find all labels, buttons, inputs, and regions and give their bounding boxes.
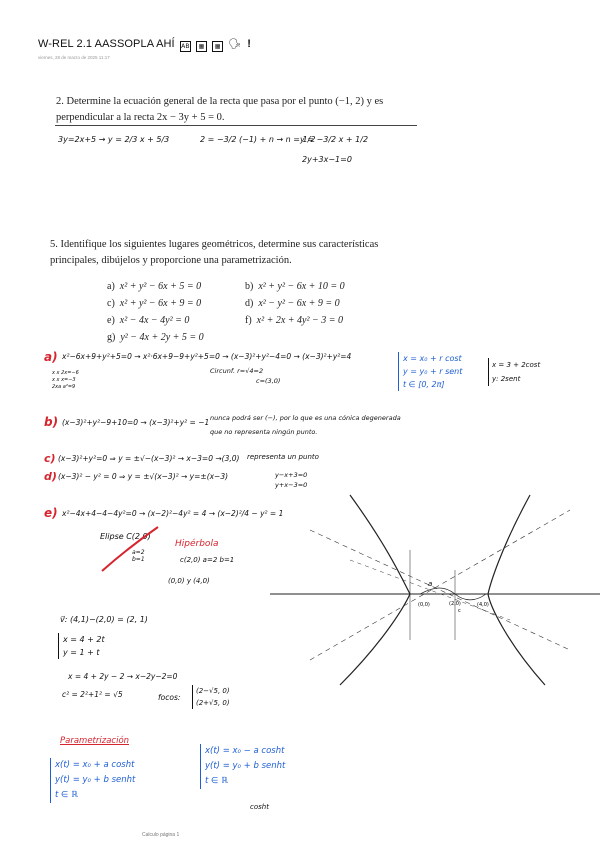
note-e-hip-data-1: c(2,0) a=2 b=1: [180, 556, 235, 564]
note-e-hip-data-2: (0,0) y (4,0): [168, 577, 210, 585]
note-line: y−x+3=0: [275, 471, 308, 479]
page-title: [38, 38, 251, 52]
ab-icon: AB: [181, 43, 190, 50]
item-label: d): [245, 298, 254, 309]
problem-2-work-1: 3y=2x+5 → y = 2/3 x + 5/3: [58, 135, 170, 144]
note-b-main: (x−3)²+y²−9+10=0 → (x−3)²+y² = −1: [62, 418, 210, 427]
page-date: viernes, 28 de marzo de 2025 11:17: [38, 55, 110, 60]
note-line: (2+√5, 0): [196, 699, 230, 707]
note-line: x = 4 + 2t: [63, 635, 105, 644]
param-left: [50, 758, 135, 803]
label-c: c: [458, 608, 461, 614]
item-label: e): [107, 315, 115, 326]
label-b: b): [44, 415, 59, 429]
note-line: x(t) = x₀ − a cosht: [205, 746, 285, 756]
note-line: x(t) = x₀ + a cosht: [55, 760, 135, 770]
note-e-focos-label: focos:: [158, 693, 181, 702]
table-icon: ▦: [196, 41, 207, 52]
note-a-main: x²−6x+9+y²+5=0 → x²·6x+9−9+y²+5=0 → (x−3)²+y²−4=0 → (x−3)²+y²=4: [62, 352, 352, 361]
note-line: t ∈ ℝ: [55, 790, 78, 800]
asymptote: [310, 510, 570, 660]
item-equation: x² + y² − 6x + 5 = 0: [119, 281, 202, 292]
problem-2-work-4: 2y+3x−1=0: [302, 155, 352, 164]
label-a-axis: a: [428, 580, 433, 588]
problem-2-work-3: y = −3/2 x + 1/2: [300, 135, 369, 144]
note-line: x x 2x=−6: [52, 370, 79, 376]
note-line: nunca podrá ser (−), por lo que es una cónica degenerada: [210, 414, 401, 422]
page-footer: Calculo página 1: [142, 832, 180, 838]
item-f: [245, 315, 343, 326]
note-line: t ∈ ℝ: [205, 776, 228, 786]
problem-5-text: 5. Identifique los siguientes lugares geométricos, determine sus características principales, dibújelos y proporcione una parametrización.: [50, 239, 379, 266]
note-line: b=1: [132, 556, 145, 563]
note-line: x = 3 + 2cost: [492, 361, 541, 369]
note-e-focos: [192, 685, 230, 709]
label-center: (2,0): [449, 601, 461, 607]
problem-2-work-2: 2 = −3/2 (−1) + n → n = 1/2: [200, 135, 316, 144]
item-label: a): [107, 281, 115, 292]
item-equation: x² − 4x − 4y² = 0: [119, 315, 190, 326]
note-e-hiperbola: Hipérbola: [175, 539, 219, 549]
note-line: x = x₀ + r cost: [403, 354, 462, 363]
note-c-text: representa un punto: [247, 453, 319, 461]
item-d: [245, 298, 340, 309]
exclamation-icon: !: [247, 38, 252, 50]
label-c: c): [44, 452, 56, 465]
note-e-line: [58, 633, 105, 659]
param-title: Parametrización: [60, 736, 130, 746]
note-line: que no representa ningún punto.: [210, 428, 318, 436]
note-e-vector: v⃗: (4,1)−(2,0) = (2, 1): [60, 615, 148, 624]
item-a: [107, 281, 201, 292]
note-line: y(t) = y₀ + b senht: [205, 761, 286, 771]
note-line: y+x−3=0: [275, 481, 308, 489]
item-c: [107, 298, 201, 309]
note-line: t ∈ [0, 2π]: [403, 380, 445, 389]
note-line: y(t) = y₀ + b senht: [55, 775, 136, 785]
divider: [55, 125, 417, 126]
note-d-lines: [275, 470, 307, 490]
label-e: e): [44, 506, 58, 520]
note-a-circ-1: Circunf. r=√4=2: [210, 367, 264, 375]
note-c-main: (x−3)²+y²=0 ⇒ y = ±√−(x−3)² → x−3=0 →(3,0): [58, 454, 240, 463]
problem-2-text: 2. Determine la ecuación general de la recta que pasa por el punto (−1, 2) y es perpendicular a la recta 2x − 3y + 5 = 0.: [56, 96, 384, 123]
item-equation: x² + y² − 6x + 9 = 0: [119, 298, 202, 309]
bottom-cut-text: cosht: [250, 803, 269, 811]
note-e-main: x²−4x+4−4−4y²=0 → (x−2)²−4y² = 4 → (x−2)²/4 − y² = 1: [62, 509, 284, 518]
note-a-param-black: [488, 358, 540, 386]
hyperbola-left-branch: [340, 495, 410, 685]
note-a-param-blue: [398, 352, 462, 391]
item-label: c): [107, 298, 115, 309]
item-equation: x² + y² − 6x + 10 = 0: [258, 281, 345, 292]
note-e-sub-1: x = 4 + 2y − 2 → x−2y−2=0: [68, 672, 178, 681]
note-line: y = 1 + t: [63, 648, 100, 657]
hyperbola-graph: [270, 490, 600, 690]
item-label: f): [245, 315, 252, 326]
note-d-main: (x−3)² − y² = 0 ⇒ y = ±√(x−3)² → y=±(x−3): [58, 472, 229, 481]
strike-mark: [100, 525, 160, 575]
item-label: b): [245, 281, 254, 292]
item-equation: x² + 2x + 4y² − 3 = 0: [256, 315, 343, 326]
label-vertex-1: (0,0): [418, 602, 430, 608]
label-vertex-2: (4,0): [477, 602, 489, 608]
note-line: x x x=−3: [52, 377, 76, 383]
note-line: y: 2sent: [492, 375, 521, 383]
note-line: (2−√5, 0): [196, 687, 230, 695]
item-b: [245, 281, 345, 292]
note-line: y = y₀ + r sent: [403, 367, 463, 376]
note-e-elipse: Elipse C(2,0): [100, 532, 151, 541]
page-title-text: W-REL 2.1 AASSOPLA AHÍ: [38, 38, 175, 50]
speaker-icon: 🗣: [228, 39, 242, 50]
label-a: a): [44, 350, 58, 364]
param-right: [200, 744, 285, 789]
note-b-text: [210, 411, 401, 439]
note-a-circ-2: c=(3,0): [256, 377, 281, 385]
note-line: 2xa a²=9: [52, 384, 76, 390]
item-e: [107, 315, 189, 326]
hyperbola-right-branch: [488, 495, 545, 685]
note-a-small: [52, 370, 79, 391]
item-equation: x² − y² − 6x + 9 = 0: [258, 298, 340, 309]
note-line: a=2: [132, 549, 145, 556]
asymptote: [310, 530, 570, 650]
note-e-sub-2: c² = 2²+1² = √5: [62, 690, 123, 699]
item-equation: y² − 4x + 2y + 5 = 0: [120, 332, 204, 343]
note-e-ab: [132, 549, 145, 563]
item-g: [107, 332, 204, 343]
label-d: d): [44, 470, 57, 483]
table-icon: ▦: [212, 41, 223, 52]
item-label: g): [107, 332, 116, 343]
